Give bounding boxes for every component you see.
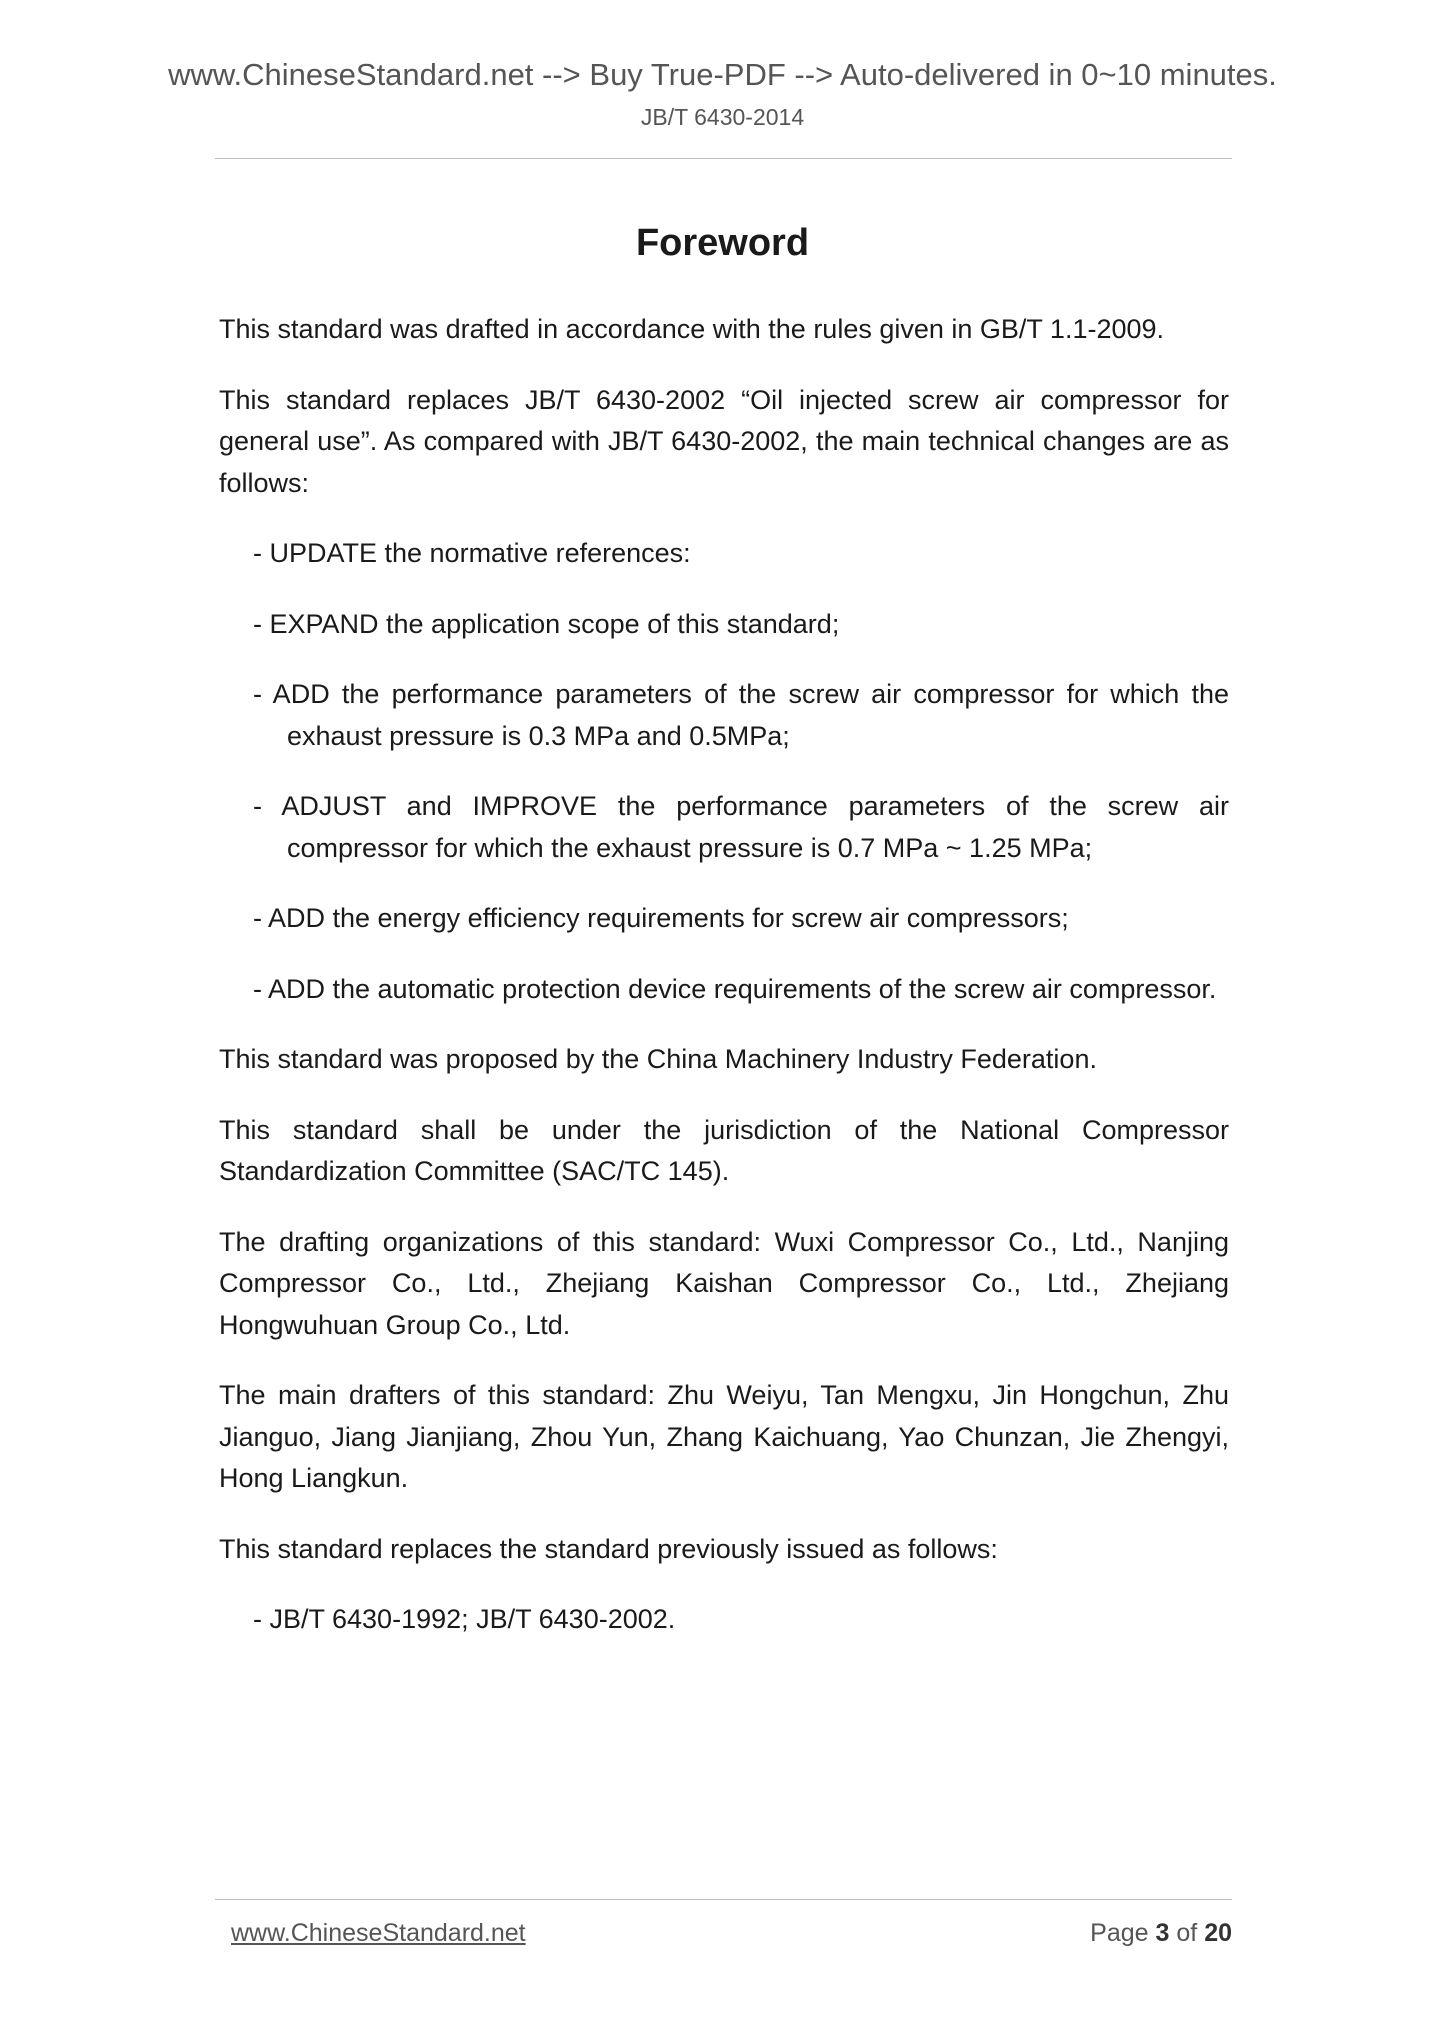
paragraph-previous-issues: This standard replaces the standard previously issued as follows:	[219, 1533, 998, 1564]
page-total: 20	[1204, 1919, 1232, 1947]
document-code: JB/T 6430-2014	[640, 104, 805, 130]
page-number	[1090, 1917, 1232, 1949]
paragraph-drafting-organizations: The drafting organizations of this standard: Wuxi Compressor Co., Ltd., Nanjing Compressor Co., Ltd., Zhejiang Kaishan Compressor Co., Ltd., Zhejiang Hongwuhuan Group Co., Ltd.	[219, 1226, 1229, 1340]
page-label: Page	[1090, 1919, 1149, 1947]
page-title: Foreword	[635, 222, 810, 264]
page-of: of	[1176, 1919, 1198, 1947]
header-banner: www.ChineseStandard.net --> Buy True-PDF --> Auto-delivered in 0~10 minutes.	[168, 57, 1277, 92]
paragraph-drafting-rules: This standard was drafted in accordance with the rules given in GB/T 1.1-2009.	[219, 314, 1165, 344]
list-item-update-references: - UPDATE the normative references:	[253, 538, 691, 568]
header-divider	[215, 158, 1232, 159]
foreword-body	[219, 309, 1229, 1670]
paragraph-jurisdiction: This standard shall be under the jurisdiction of the National Compressor Standardization Committee (SAC/TC 145).	[219, 1114, 1229, 1186]
footer-divider	[215, 1899, 1232, 1900]
paragraph-proposed-by: This standard was proposed by the China Machinery Industry Federation.	[219, 1044, 1097, 1074]
list-item-adjust-performance: - ADJUST and IMPROVE the performance parameters of the screw air compressor for which the exhaust pressure is 0.7 MPa ~ 1.25 MPa;	[253, 791, 1229, 863]
list-item-add-performance: - ADD the performance parameters of the screw air compressor for which the exhaust pressure is 0.3 MPa and 0.5MPa;	[253, 679, 1229, 751]
list-item-expand-scope: - EXPAND the application scope of this standard;	[253, 608, 840, 639]
footer-website-link[interactable]: www.ChineseStandard.net	[231, 1919, 526, 1947]
list-item-add-energy: - ADD the energy efficiency requirements for screw air compressors;	[253, 903, 1069, 933]
paragraph-replaces: This standard replaces JB/T 6430-2002 “Oil injected screw air compressor for general use”. As compared with JB/T 6430-2002, the main technical changes are as follows:	[219, 384, 1229, 498]
page-current: 3	[1155, 1919, 1170, 1947]
paragraph-main-drafters: The main drafters of this standard: Zhu Weiyu, Tan Mengxu, Jin Hongchun, Zhu Jianguo, Jiang Jianjiang, Zhou Yun, Zhang Kaichuang, Yao Chunzan, Jie Zhengyi, Hong Liangkun.	[219, 1380, 1229, 1493]
list-item-add-protection: - ADD the automatic protection device requirements of the screw air compressor.	[253, 973, 1217, 1004]
list-item-previous-editions: - JB/T 6430-1992; JB/T 6430-2002.	[253, 1604, 676, 1634]
